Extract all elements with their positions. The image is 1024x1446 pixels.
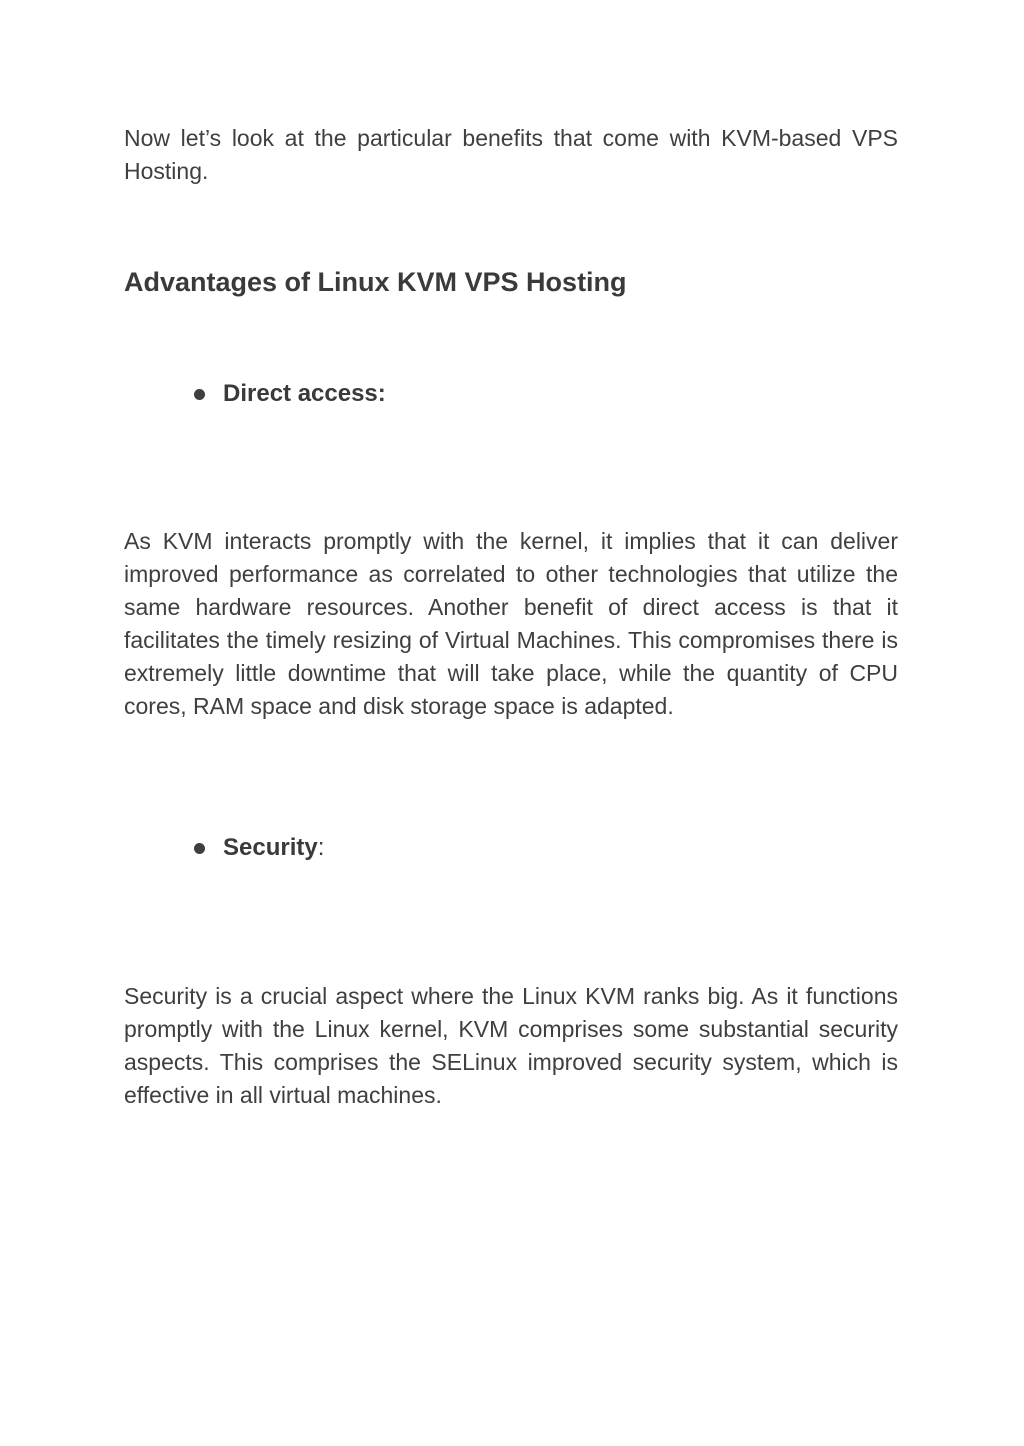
intro-paragraph: Now let’s look at the particular benefits that come with KVM-based VPS Hosting. [124, 125, 898, 184]
section-heading: Advantages of Linux KVM VPS Hosting [124, 267, 627, 297]
bullet-suffix: : [317, 834, 325, 861]
bullet-item-direct-access [194, 378, 386, 410]
bullet-label: Direct access: [223, 380, 386, 407]
bullet-icon [194, 389, 205, 400]
bullet-item-security [194, 832, 324, 864]
bullet-icon [194, 843, 205, 854]
bullet-label: Security [223, 834, 318, 861]
direct-access-paragraph: As KVM interacts promptly with the kernel, it implies that it can deliver improved performance as correlated to other technologies that utilize the same hardware resources. Another benefit of direct access is that it facilitates the timely resizing of Virtual Machines. This compromises there is extremely little downtime that will take place, while the quantity of CPU cores, RAM space and disk storage space is adapted. [124, 528, 898, 719]
security-paragraph: Security is a crucial aspect where the Linux KVM ranks big. As it functions promptly with the Linux kernel, KVM comprises some substantial security aspects. This comprises the SELinux improved security system, which is effective in all virtual machines. [124, 983, 898, 1108]
